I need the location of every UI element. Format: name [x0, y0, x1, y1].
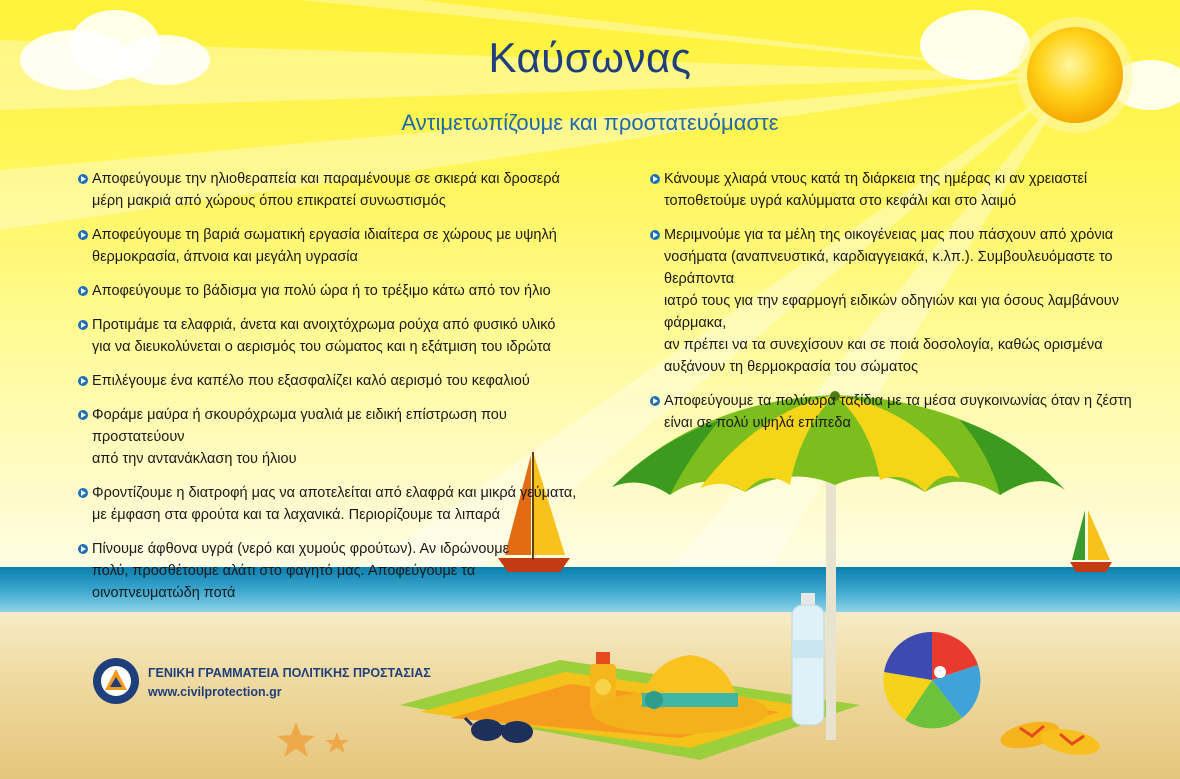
tip-item [80, 404, 580, 470]
tip-text-line: από την αντανάκλαση του ήλιου [92, 451, 297, 467]
tip-text-line: Αποφεύγουμε το βάδισμα για πολύ ώρα ή το τρέξιμο κάτω από τον ήλιο [92, 283, 551, 299]
tip-text-line: Κάνουμε χλιαρά ντους κατά τη διάρκεια της ημέρας κι αν χρειαστεί [664, 171, 1088, 187]
tip-text-line: με έμφαση στα φρούτα και τα λαχανικά. Περιορίζουμε τα λιπαρά [92, 507, 501, 523]
arrow-right-bullet-icon [78, 230, 88, 240]
right-tips-column [652, 168, 1152, 446]
arrow-right-bullet-icon [78, 488, 88, 498]
tip-item [80, 168, 580, 212]
tip-text-line: αυξάνουν τη θερμοκρασία του σώματος [664, 359, 918, 375]
tip-item [652, 390, 1152, 434]
tip-item [80, 370, 580, 392]
water-bottle [792, 593, 824, 725]
tip-text-line: για να διευκολύνεται ο αερισμός του σώματος και η εξάτμιση του ιδρώτα [92, 339, 551, 355]
website-link[interactable]: www.civilprotection.gr [148, 685, 282, 699]
arrow-right-bullet-icon [78, 174, 88, 184]
tip-item [80, 482, 580, 526]
tip-text-line: Προτιμάμε τα ελαφριά, άνετα και ανοιχτόχρωμα ρούχα από φυσικό υλικό [92, 317, 556, 333]
arrow-right-bullet-icon [78, 320, 88, 330]
tip-item [80, 314, 580, 358]
arrow-right-bullet-icon [78, 544, 88, 554]
beach-ball-icon [883, 632, 980, 728]
tip-text-line: Επιλέγουμε ένα καπέλο που εξασφαλίζει καλό αερισμό του κεφαλιού [92, 373, 530, 389]
page-title: Καύσωνας [488, 34, 692, 81]
arrow-right-bullet-icon [650, 396, 660, 406]
tip-text-line: είναι σε πολύ υψηλά επίπεδα [664, 415, 851, 431]
tip-text-line: Αποφεύγουμε τα πολύωρα ταξίδια με τα μέσα συγκοινωνίας όταν η ζέστη [664, 393, 1132, 409]
tip-text-line: πολύ, προσθέτουμε αλάτι στο φαγητό μας. Αποφεύγουμε τα [92, 563, 476, 579]
arrow-right-bullet-icon [78, 376, 88, 386]
tip-text-line: Φροντίζουμε η διατροφή μας να αποτελείται από ελαφρά και μικρά γεύματα, [92, 485, 577, 501]
flip-flops [998, 717, 1101, 759]
tip-item [652, 168, 1152, 212]
tip-item [652, 224, 1152, 378]
tip-text-line: τοποθετούμε υγρά καλύμματα στο κεφάλι και στο λαιμό [664, 193, 1017, 209]
tip-text-line: θερμοκρασία, άπνοια και μεγάλη υγρασία [92, 249, 358, 265]
tip-item [80, 224, 580, 268]
tip-item [80, 280, 580, 302]
arrow-right-bullet-icon [650, 230, 660, 240]
tip-text-line: μέρη μακριά από χώρους όπου επικρατεί συνωστισμός [92, 193, 446, 209]
tip-text-line: Μεριμνούμε για τα μέλη της οικογένειας μας που πάσχουν από χρόνια [664, 227, 1114, 243]
starfish [277, 722, 349, 757]
tip-text-line: Αποφεύγουμε την ηλιοθεραπεία και παραμένουμε σε σκιερά και δροσερά [92, 171, 560, 187]
tip-text-line: αν πρέπει να τα συνεχίσουν και σε ποιά δοσολογία, καθώς ορισμένα [664, 337, 1103, 353]
arrow-right-bullet-icon [650, 174, 660, 184]
sailboat-icon-right [1070, 510, 1112, 572]
page-subtitle: Αντιμετωπίζουμε και προστατευόμαστε [401, 110, 779, 135]
tip-item [80, 538, 580, 604]
arrow-right-bullet-icon [78, 286, 88, 296]
arrow-right-bullet-icon [78, 410, 88, 420]
left-tips-column [80, 168, 580, 616]
tip-text-line: νοσήματα (αναπνευστικά, καρδιαγγειακά, κ.λπ.). Συμβουλευόμαστε το θεράποντα [664, 249, 1113, 287]
civil-protection-logo-icon [92, 657, 140, 705]
organization-name: ΓΕΝΙΚΗ ΓΡΑΜΜΑΤΕΙΑ ΠΟΛΙΤΙΚΗΣ ΠΡΟΣΤΑΣΙΑΣ [148, 666, 431, 680]
tip-text-line: Φοράμε μαύρα ή σκουρόχρωμα γυαλιά με ειδική επίστρωση που προστατεύουν [92, 407, 507, 445]
tip-text-line: Αποφεύγουμε τη βαριά σωματική εργασία ιδιαίτερα σε χώρους με υψηλή [92, 227, 557, 243]
tip-text-line: Πίνουμε άφθονα υγρά (νερό και χυμούς φρούτων). Αν ιδρώνουμε [92, 541, 510, 557]
tip-text-line: ιατρό τους για την εφαρμογή ειδικών οδηγιών και για όσους λαμβάνουν φάρμακα, [664, 293, 1119, 331]
tip-text-line: οινοπνευματώδη ποτά [92, 585, 236, 601]
